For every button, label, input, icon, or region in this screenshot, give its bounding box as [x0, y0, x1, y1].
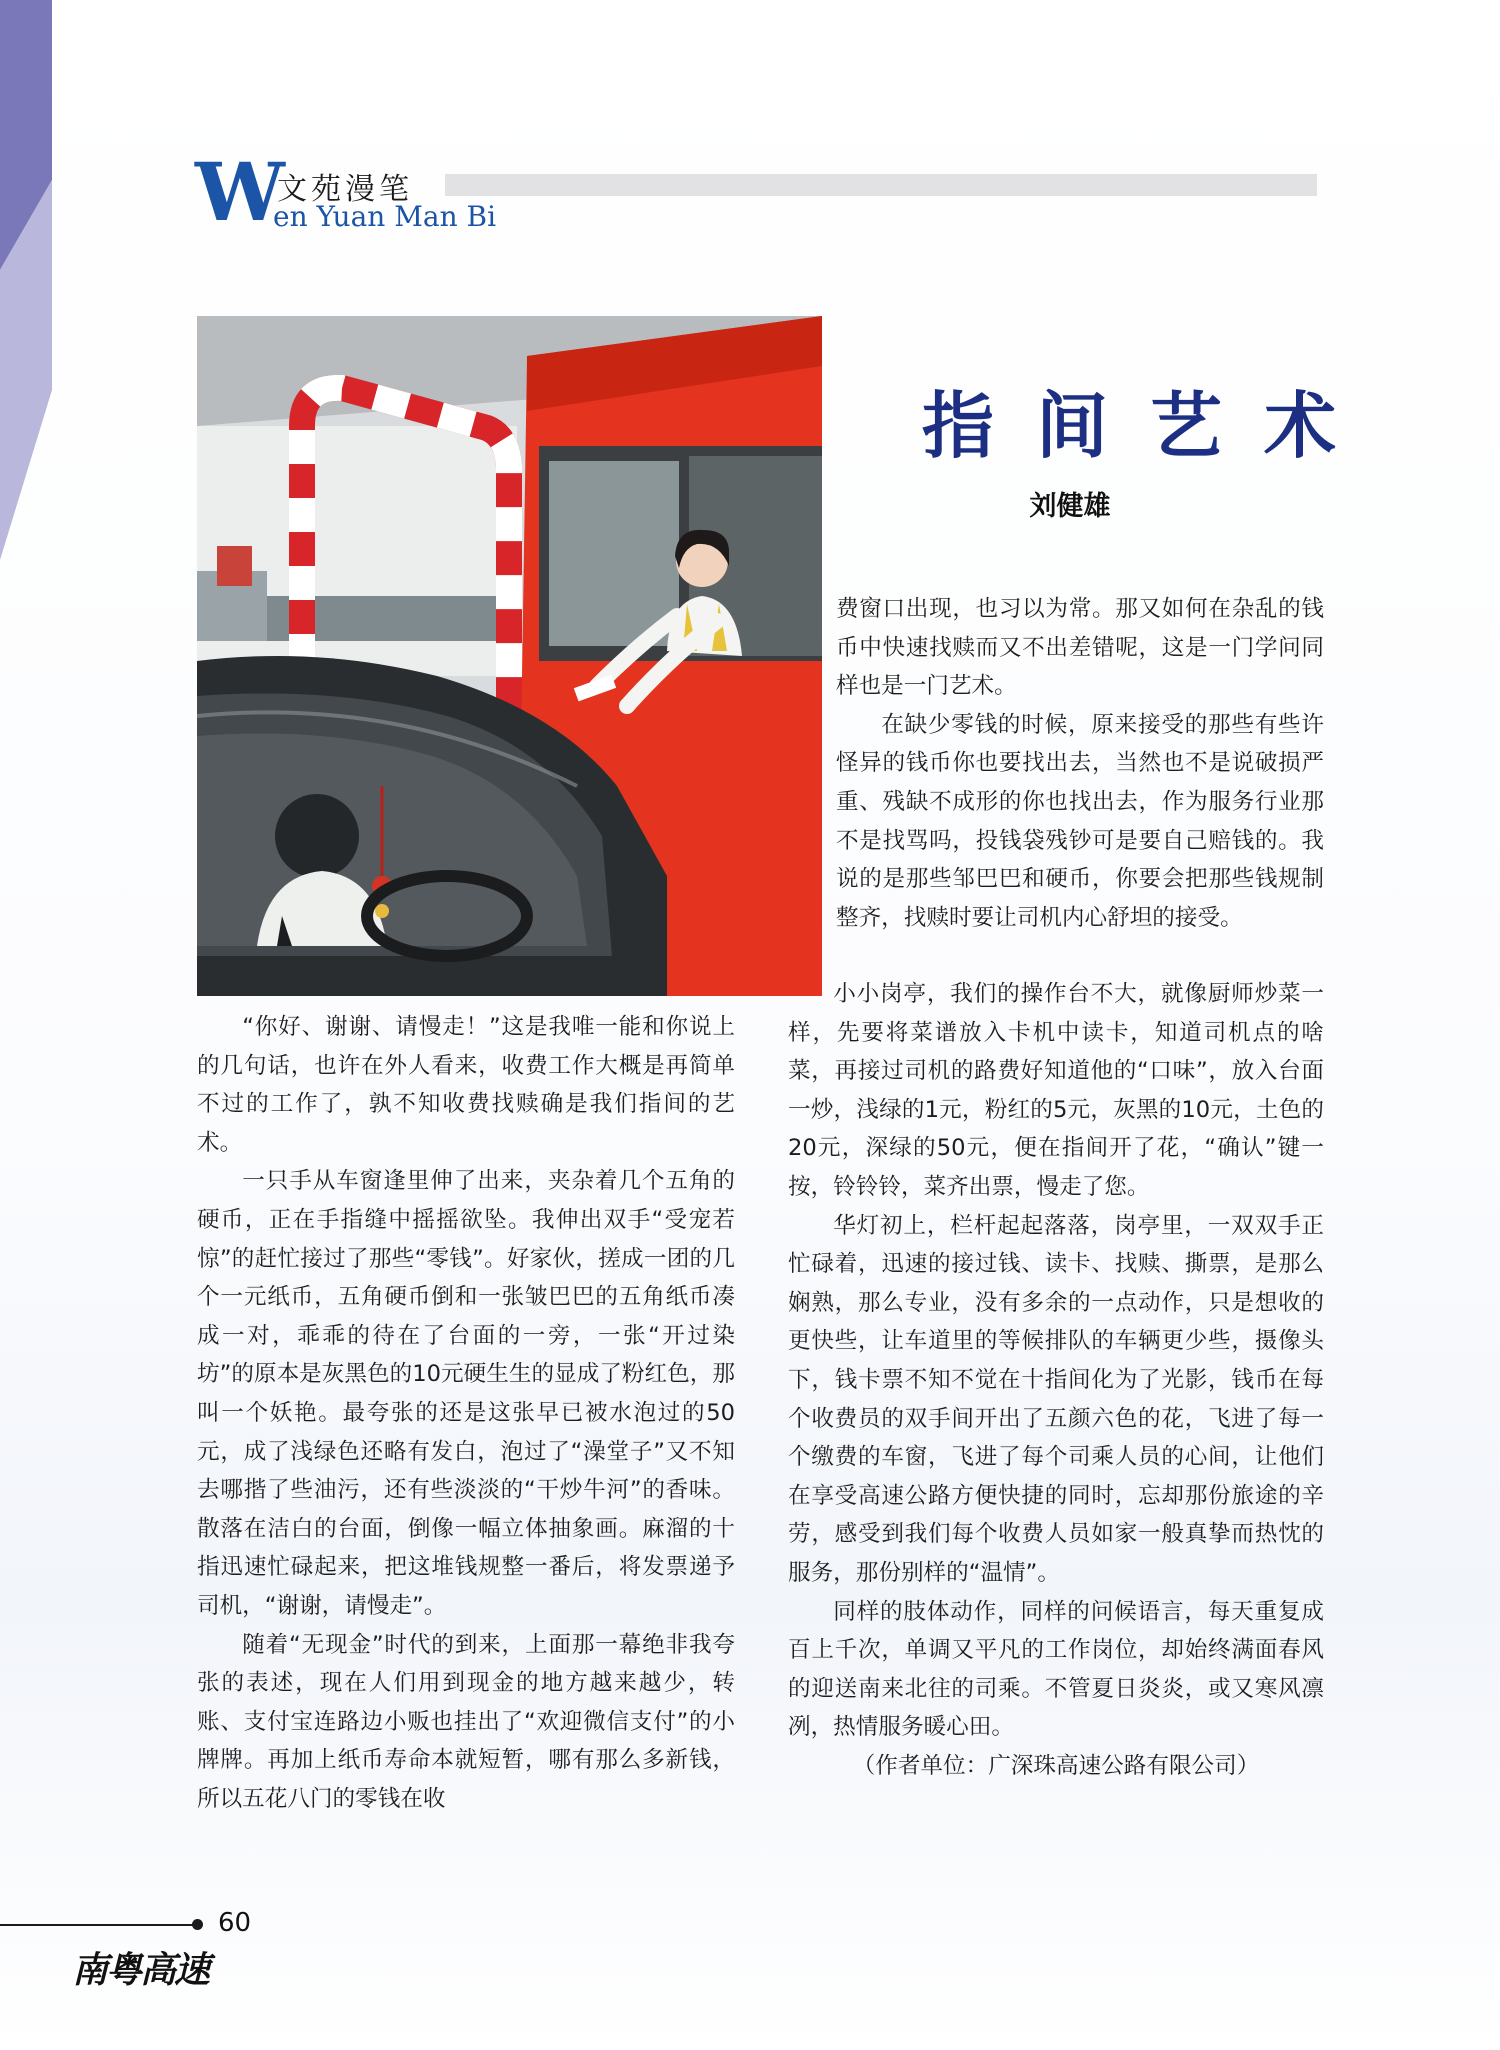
left-decor-band [0, 0, 52, 560]
right-column-top [836, 590, 1324, 937]
section-title-cn: 文苑漫笔 [277, 172, 413, 207]
section-title-en: en Yuan Man Bi [273, 200, 497, 233]
paragraph: 随着“无现金”时代的到来，上面那一幕绝非我夸张的表述，现在人们用到现金的地方越来越少，转账、支付宝连路边小贩也挂出了“欢迎微信支付”的小牌牌。再加上纸币寿命本就短暂，哪有那么多新钱，所以五花八门的零钱在收 [197, 1631, 735, 1812]
footer-dot [192, 1919, 203, 1930]
paragraph: 费窗口出现，也习以为常。那又如何在杂乱的钱币中快速找赎而又不出差错呢，这是一门学问同样也是一门艺术。 [836, 596, 1324, 700]
paragraph: 华灯初上，栏杆起起落落，岗亭里，一双双手正忙碌着，迅速的接过钱、读卡、找赎、撕票，是那么娴熟，那么专业，没有多余的一点动作，只是想收的更快些，让车道里的等候排队的车辆更少些，摄像头下，钱卡票不知不觉在十指间化为了光影，钱币在每个收费员的双手间开出了五颜六色的花，飞进了每一个缴费的车窗，飞进了每个司乘人员的心间，让他们在享受高速公路方便快捷的同时，忘却那份旅途的辛劳，感受到我们每个收费人员如家一般真挚而热忱的服务，那份别样的“温情”。 [788, 1212, 1324, 1586]
article-author: 刘健雄 [1029, 491, 1111, 522]
left-column [197, 1008, 735, 1818]
section-header [195, 145, 1325, 242]
right-column [788, 975, 1324, 1785]
paragraph: 同样的肢体动作，同样的问候语言，每天重复成百上千次，单调又平凡的工作岗位，却始终满面春风的迎送南来北往的司乘。不管夏日炎炎，或又寒风凛冽，热情服务暖心田。 [788, 1598, 1324, 1741]
author-affiliation: （作者单位：广深珠高速公路有限公司） [852, 1752, 1260, 1779]
paragraph: “你好、谢谢、请慢走！”这是我唯一能和你说上的几句话，也许在外人看来，收费工作大概是再简单不过的工作了，孰不知收费找赎确是我们指间的艺术。 [197, 1014, 735, 1156]
magazine-logo: 南粤高速 [72, 1949, 209, 1991]
header-rule [445, 174, 1317, 196]
section-initial: W [195, 145, 285, 239]
article-photo [197, 316, 822, 996]
paragraph: 一只手从车窗逢里伸了出来，夹杂着几个五角的硬币，正在手指缝中摇摇欲坠。我伸出双手“受宠若惊”的赶忙接过了那些“零钱”。好家伙，搓成一团的几个一元纸币，五角硬币倒和一张皱巴巴的五角纸币凑成一对，乖乖的待在了台面的一旁，一张“开过染坊”的原本是灰黑色的10元硬生生的显成了粉红色，那叫一个妖艳。最夸张的还是这张早已被水泡过的50元，成了浅绿色还略有发白，泡过了“澡堂子”又不知去哪揩了些油污，还有些淡淡的“干炒牛河”的香味。散落在洁白的台面，倒像一幅立体抽象画。麻溜的十指迅速忙碌起来，把这堆钱规整一番后，将发票递予司机，“谢谢，请慢走”。 [197, 1168, 735, 1619]
paragraph: 小小岗亭，我们的操作台不大，就像厨师炒菜一样，先要将菜谱放入卡机中读卡，知道司机点的啥菜，再接过司机的路费好知道他的“口味”，放入台面一炒，浅绿的1元，粉红的5元，灰黑的10元，土色的20元，深绿的50元，便在指间开了花，“确认”键一按，铃铃铃，菜齐出票，慢走了您。 [788, 981, 1324, 1200]
paragraph: 在缺少零钱的时候，原来接受的那些有些许怪异的钱币你也要找出去，当然也不是说破损严重、残缺不成形的你也找出去，作为服务行业那不是找骂吗，投钱袋残钞可是要自己赔钱的。我说的是那些邹巴巴和硬币，你要会把那些钱规制整齐，找赎时要让司机内心舒坦的接受。 [836, 711, 1324, 931]
footer-rule [0, 1924, 198, 1926]
page-number: 60 [218, 1908, 252, 1938]
article-title: 指间艺术 [922, 383, 1379, 468]
